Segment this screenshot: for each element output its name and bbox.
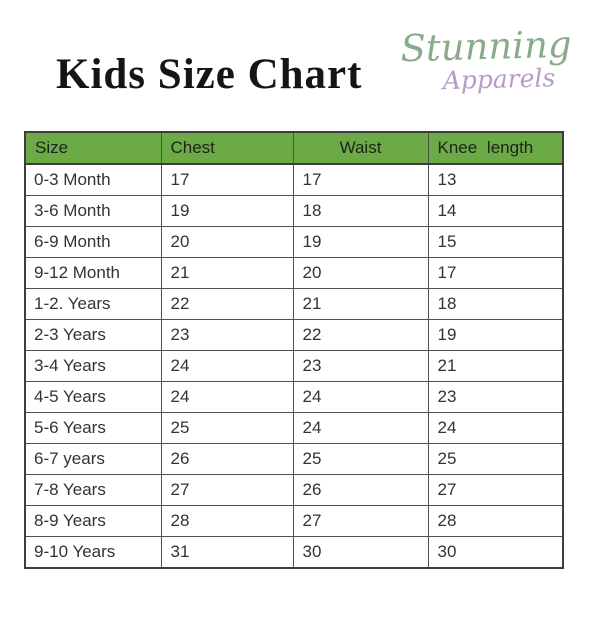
table-row	[25, 537, 563, 569]
chest-cell: 24	[161, 382, 293, 413]
waist-cell: 20	[293, 258, 428, 289]
size-cell: 3-4 Years	[25, 351, 161, 382]
waist-cell: 24	[293, 382, 428, 413]
chest-cell: 21	[161, 258, 293, 289]
chest-cell: 20	[161, 227, 293, 258]
waist-cell: 30	[293, 537, 428, 569]
knee-length-cell: 23	[428, 382, 563, 413]
table-row	[25, 444, 563, 475]
table-row	[25, 227, 563, 258]
kids-size-table	[24, 131, 564, 569]
size-cell: 2-3 Years	[25, 320, 161, 351]
waist-cell: 24	[293, 413, 428, 444]
knee-length-cell: 14	[428, 196, 563, 227]
knee-length-cell: 28	[428, 506, 563, 537]
chest-cell: 25	[161, 413, 293, 444]
size-cell: 3-6 Month	[25, 196, 161, 227]
waist-cell: 17	[293, 164, 428, 196]
chest-cell: 22	[161, 289, 293, 320]
table-row	[25, 506, 563, 537]
table-row	[25, 258, 563, 289]
chest-cell: 27	[161, 475, 293, 506]
knee-length-cell: 27	[428, 475, 563, 506]
table-header-row	[25, 132, 563, 164]
size-cell: 0-3 Month	[25, 164, 161, 196]
knee-length-cell: 13	[428, 164, 563, 196]
table-row	[25, 382, 563, 413]
size-cell: 1-2. Years	[25, 289, 161, 320]
size-cell: 6-9 Month	[25, 227, 161, 258]
page-title: Kids Size Chart	[56, 51, 363, 98]
waist-cell: 19	[293, 227, 428, 258]
header-knee-length: Knee length	[428, 132, 563, 164]
chest-cell: 23	[161, 320, 293, 351]
brand-logo-line1: Stunning	[399, 22, 573, 71]
size-table-body	[25, 164, 563, 568]
chest-cell: 19	[161, 196, 293, 227]
size-cell: 9-12 Month	[25, 258, 161, 289]
chest-cell: 28	[161, 506, 293, 537]
waist-cell: 27	[293, 506, 428, 537]
header-size: Size	[25, 132, 161, 164]
chest-cell: 17	[161, 164, 293, 196]
knee-length-cell: 30	[428, 537, 563, 569]
size-cell: 6-7 years	[25, 444, 161, 475]
knee-length-cell: 19	[428, 320, 563, 351]
size-cell: 9-10 Years	[25, 537, 161, 569]
knee-length-cell: 18	[428, 289, 563, 320]
table-row	[25, 320, 563, 351]
knee-length-cell: 17	[428, 258, 563, 289]
knee-length-cell: 21	[428, 351, 563, 382]
size-cell: 8-9 Years	[25, 506, 161, 537]
brand-logo	[398, 22, 574, 96]
size-cell: 4-5 Years	[25, 382, 161, 413]
size-cell: 5-6 Years	[25, 413, 161, 444]
table-row	[25, 351, 563, 382]
table-row	[25, 413, 563, 444]
header-chest: Chest	[161, 132, 293, 164]
table-row	[25, 196, 563, 227]
size-cell: 7-8 Years	[25, 475, 161, 506]
table-row	[25, 164, 563, 196]
chest-cell: 31	[161, 537, 293, 569]
table-row	[25, 475, 563, 506]
table-row	[25, 289, 563, 320]
knee-length-cell: 24	[428, 413, 563, 444]
waist-cell: 18	[293, 196, 428, 227]
waist-cell: 25	[293, 444, 428, 475]
waist-cell: 22	[293, 320, 428, 351]
waist-cell: 26	[293, 475, 428, 506]
brand-logo-line2: Apparels	[442, 63, 556, 96]
chest-cell: 26	[161, 444, 293, 475]
waist-cell: 23	[293, 351, 428, 382]
knee-length-cell: 15	[428, 227, 563, 258]
chest-cell: 24	[161, 351, 293, 382]
header-waist: Waist	[293, 132, 428, 164]
knee-length-cell: 25	[428, 444, 563, 475]
waist-cell: 21	[293, 289, 428, 320]
